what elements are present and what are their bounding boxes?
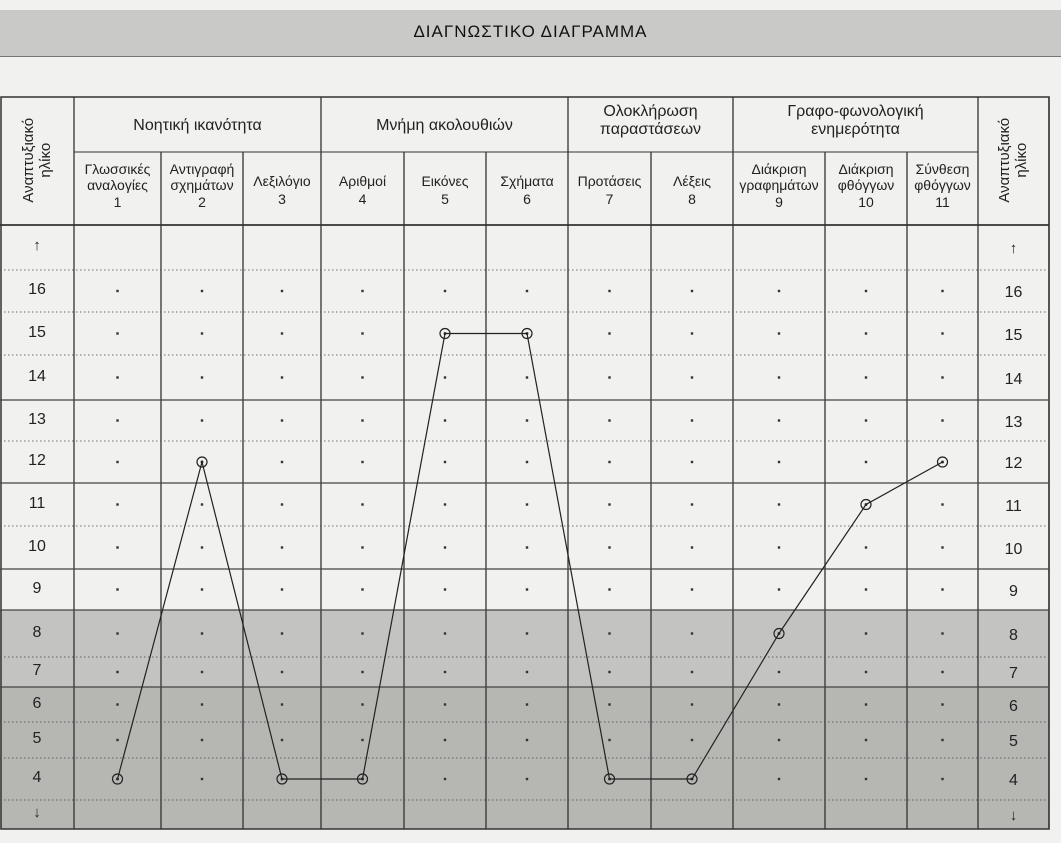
grid-dot — [865, 376, 867, 378]
grid-dot — [361, 546, 363, 548]
grid-dot — [361, 503, 363, 505]
grid-dot — [116, 739, 118, 741]
y-tick-right: 7 — [1009, 665, 1018, 683]
grid-dot — [941, 546, 943, 548]
y-tick-right: 5 — [1009, 733, 1018, 751]
grid-dot — [116, 376, 118, 378]
grid-dot — [444, 671, 446, 673]
grid-dot — [116, 632, 118, 634]
column-number: 11 — [935, 194, 950, 211]
grid-dot — [201, 290, 203, 292]
y-tick-left: 10 — [28, 537, 46, 555]
grid-dot — [941, 332, 943, 334]
column-number: 1 — [113, 194, 122, 211]
grid-dot — [201, 739, 203, 741]
column-header-3 — [243, 174, 321, 207]
y-tick-right: 8 — [1009, 626, 1018, 644]
grid-dot — [865, 461, 867, 463]
y-tick-right: 11 — [1005, 497, 1022, 515]
grid-dot — [361, 290, 363, 292]
grid-dot — [608, 703, 610, 705]
group-header-2 — [321, 117, 568, 135]
grid-dot — [116, 290, 118, 292]
data-point-center — [526, 332, 529, 335]
grid-dot — [201, 588, 203, 590]
column-header-line: γραφημάτων — [739, 176, 819, 193]
grid-dot — [444, 546, 446, 548]
grid-dot — [361, 671, 363, 673]
grid-dot — [361, 588, 363, 590]
grid-dot — [281, 703, 283, 705]
grid-dot — [691, 419, 693, 421]
grid-dot — [201, 632, 203, 634]
data-point-center — [941, 461, 944, 464]
grid-dot — [361, 703, 363, 705]
grid-dot — [941, 632, 943, 634]
y-tick-right: 6 — [1009, 697, 1018, 715]
grid-dot — [444, 290, 446, 292]
grid-dot — [201, 503, 203, 505]
group-header-line: Μνήμη ακολουθιών — [376, 117, 513, 134]
grid-dot — [361, 632, 363, 634]
grid-dot — [361, 332, 363, 334]
grid-dot — [778, 778, 780, 780]
grid-dot — [281, 546, 283, 548]
data-point-center — [444, 332, 447, 335]
grid-dot — [526, 546, 528, 548]
grid-dot — [201, 419, 203, 421]
grid-dot — [444, 632, 446, 634]
side-label-line: ηλίκο — [37, 142, 54, 178]
y-tick-right: 15 — [1004, 326, 1023, 344]
grid-dot — [281, 290, 283, 292]
grid-dot — [691, 376, 693, 378]
column-header-6 — [486, 174, 568, 207]
y-tick-left: 7 — [32, 662, 42, 680]
y-tick-left: 5 — [32, 730, 42, 748]
column-header-line: φθόγγων — [914, 176, 971, 193]
grid-dot — [865, 632, 867, 634]
grid-dot — [608, 739, 610, 741]
y-tick-right: 12 — [1004, 455, 1023, 473]
y-tick-left: 6 — [32, 694, 42, 712]
grid-dot — [778, 332, 780, 334]
left-axis-label — [20, 96, 55, 224]
column-number: 6 — [523, 190, 531, 207]
y-tick-right: 4 — [1009, 772, 1018, 790]
side-label-line: ηλίκο — [1013, 142, 1030, 178]
column-header-1 — [74, 162, 161, 211]
grid-dot — [444, 461, 446, 463]
grid-dot — [281, 632, 283, 634]
grid-dot — [941, 778, 943, 780]
grid-dot — [608, 332, 610, 334]
grid-dot — [444, 503, 446, 505]
grid-dot — [691, 632, 693, 634]
grid-dot — [608, 503, 610, 505]
group-header-line: Νοητική ικανότητα — [133, 117, 262, 134]
column-number: 9 — [775, 194, 783, 211]
grid-dot — [116, 703, 118, 705]
column-header-2 — [161, 162, 243, 211]
grid-dot — [865, 419, 867, 421]
grid-dot — [526, 376, 528, 378]
grid-dot — [116, 332, 118, 334]
y-tick-right: 10 — [1004, 540, 1023, 558]
column-header-line: Διάκριση — [751, 161, 807, 177]
grid-dot — [201, 546, 203, 548]
column-header-line: Εικόνες — [421, 173, 469, 189]
column-header-10 — [825, 162, 907, 211]
y-tick-left: 9 — [32, 579, 42, 597]
grid-dot — [526, 419, 528, 421]
column-header-line: Λέξεις — [673, 173, 711, 189]
grid-dot — [778, 461, 780, 463]
grid-dot — [608, 671, 610, 673]
column-header-line: αναλογίες — [87, 176, 148, 193]
group-header-line: Γραφο-φωνολογική — [787, 103, 924, 120]
grid-dot — [941, 739, 943, 741]
grid-dot — [865, 546, 867, 548]
grid-dot — [526, 588, 528, 590]
y-tick-left: 4 — [32, 769, 42, 787]
grid-dot — [201, 332, 203, 334]
y-tick-right: 16 — [1004, 284, 1023, 302]
grid-dot — [281, 419, 283, 421]
group-header-3 — [568, 103, 733, 139]
grid-dot — [865, 739, 867, 741]
grid-dot — [941, 703, 943, 705]
grid-dot — [281, 376, 283, 378]
grid-dot — [778, 703, 780, 705]
column-header-8 — [651, 174, 733, 207]
y-tick-left: 13 — [28, 410, 46, 428]
grid-dot — [281, 461, 283, 463]
grid-dot — [526, 778, 528, 780]
grid-dot — [281, 739, 283, 741]
grid-dot — [116, 419, 118, 421]
y-tick-left: 12 — [28, 452, 46, 470]
grid-dot — [116, 588, 118, 590]
grid-dot — [778, 546, 780, 548]
data-point-center — [116, 778, 119, 781]
grid-dot — [865, 671, 867, 673]
group-header-line: παραστάσεων — [599, 120, 702, 138]
grid-dot — [691, 671, 693, 673]
grid-dot — [361, 461, 363, 463]
grid-dot — [361, 376, 363, 378]
column-header-line: φθόγγων — [837, 176, 895, 193]
grid-dot — [116, 671, 118, 673]
grid-dot — [281, 503, 283, 505]
data-point-center — [608, 778, 611, 781]
grid-dot — [778, 739, 780, 741]
grid-dot — [526, 703, 528, 705]
grid-dot — [444, 703, 446, 705]
grid-dot — [201, 703, 203, 705]
grid-dot — [865, 778, 867, 780]
column-number: 5 — [441, 190, 449, 207]
grid-dot — [281, 332, 283, 334]
grid-dot — [281, 671, 283, 673]
grid-dot — [116, 546, 118, 548]
y-tick-right: 13 — [1004, 413, 1023, 431]
y-tick-left: 16 — [28, 281, 46, 299]
grid-dot — [691, 703, 693, 705]
grid-dot — [778, 588, 780, 590]
grid-dot — [941, 588, 943, 590]
column-header-9 — [733, 162, 825, 211]
side-label-line: Αναπτυξιακό — [19, 117, 37, 203]
grid-dot — [778, 503, 780, 505]
grid-dot — [116, 503, 118, 505]
grid-dot — [526, 739, 528, 741]
grid-dot — [608, 546, 610, 548]
group-header-line: Ολοκλήρωση — [603, 103, 698, 120]
column-header-line: Σύνθεση — [915, 161, 970, 177]
grid-dot — [865, 703, 867, 705]
grid-dot — [865, 588, 867, 590]
column-header-line: σχημάτων — [170, 176, 234, 193]
grid-dot — [526, 290, 528, 292]
grid-dot — [444, 739, 446, 741]
grid-dot — [444, 419, 446, 421]
grid-dot — [608, 376, 610, 378]
grid-dot — [608, 419, 610, 421]
group-header-4 — [733, 103, 978, 139]
y-tick-left: ↓ — [33, 804, 41, 822]
grid-dot — [444, 588, 446, 590]
grid-dot — [691, 739, 693, 741]
y-tick-right: 9 — [1009, 582, 1018, 600]
grid-dot — [444, 778, 446, 780]
grid-dot — [865, 290, 867, 292]
column-header-line: Γλωσσικές — [84, 161, 151, 177]
column-header-line: Προτάσεις — [577, 173, 642, 189]
grid-dot — [691, 588, 693, 590]
side-label-line: Αναπτυξιακό — [995, 117, 1013, 203]
data-point-center — [778, 632, 781, 635]
grid-dot — [526, 632, 528, 634]
grid-dot — [201, 671, 203, 673]
y-tick-right: 14 — [1004, 370, 1023, 388]
column-header-7 — [568, 174, 651, 207]
grid-dot — [361, 419, 363, 421]
grid-dot — [608, 632, 610, 634]
grid-dot — [201, 778, 203, 780]
column-header-11 — [907, 162, 978, 211]
column-header-5 — [404, 174, 486, 207]
grid-dot — [608, 588, 610, 590]
grid-dot — [444, 376, 446, 378]
grid-dot — [778, 671, 780, 673]
column-header-line: Αντιγραφή — [169, 161, 235, 177]
grid-dot — [691, 332, 693, 334]
column-number: 7 — [605, 190, 614, 207]
grid-dot — [526, 461, 528, 463]
column-header-line: Διάκριση — [838, 161, 894, 177]
data-point-center — [865, 503, 868, 506]
y-tick-right: ↓ — [1009, 807, 1018, 825]
grid-dot — [941, 376, 943, 378]
grid-dot — [691, 546, 693, 548]
y-tick-left: 14 — [28, 367, 46, 385]
grid-dot — [608, 461, 610, 463]
grid-dot — [778, 376, 780, 378]
group-header-line: ενημερότητα — [811, 120, 900, 138]
column-number: 4 — [358, 190, 367, 207]
data-point-center — [361, 778, 364, 781]
grid-dot — [941, 671, 943, 673]
data-point-center — [201, 461, 204, 464]
grid-dot — [941, 503, 943, 505]
grid-dot — [691, 290, 693, 292]
grid-dot — [778, 290, 780, 292]
grid-dot — [865, 332, 867, 334]
data-point-center — [281, 778, 284, 781]
y-tick-left: 11 — [28, 494, 46, 512]
column-number: 2 — [198, 194, 206, 211]
group-header-1 — [74, 117, 321, 135]
grid-dot — [361, 739, 363, 741]
grid-dot — [778, 419, 780, 421]
y-tick-left: 8 — [32, 623, 42, 641]
column-number: 10 — [858, 194, 874, 211]
y-tick-right: ↑ — [1009, 240, 1018, 258]
grid-dot — [691, 503, 693, 505]
grid-dot — [941, 419, 943, 421]
grid-dot — [526, 671, 528, 673]
column-header-line: Λεξιλόγιο — [253, 173, 311, 189]
grid-dot — [691, 461, 693, 463]
y-tick-left: 15 — [28, 323, 46, 341]
chart-title: ΔΙΑΓΝΩΣΤΙΚΟ ΔΙΑΓΡΑΜΜΑ — [413, 22, 648, 41]
grid-dot — [116, 461, 118, 463]
column-number: 3 — [278, 190, 286, 207]
data-point-center — [691, 778, 694, 781]
grid-dot — [201, 376, 203, 378]
grid-dot — [941, 290, 943, 292]
column-number: 8 — [688, 190, 696, 207]
right-axis-label — [996, 96, 1031, 224]
y-tick-left: ↑ — [33, 237, 41, 255]
grid-dot — [526, 503, 528, 505]
grid-dot — [608, 290, 610, 292]
column-header-4 — [321, 174, 404, 207]
column-header-line: Σχήματα — [500, 173, 554, 189]
column-header-line: Αριθμοί — [338, 173, 387, 189]
grid-dot — [281, 588, 283, 590]
